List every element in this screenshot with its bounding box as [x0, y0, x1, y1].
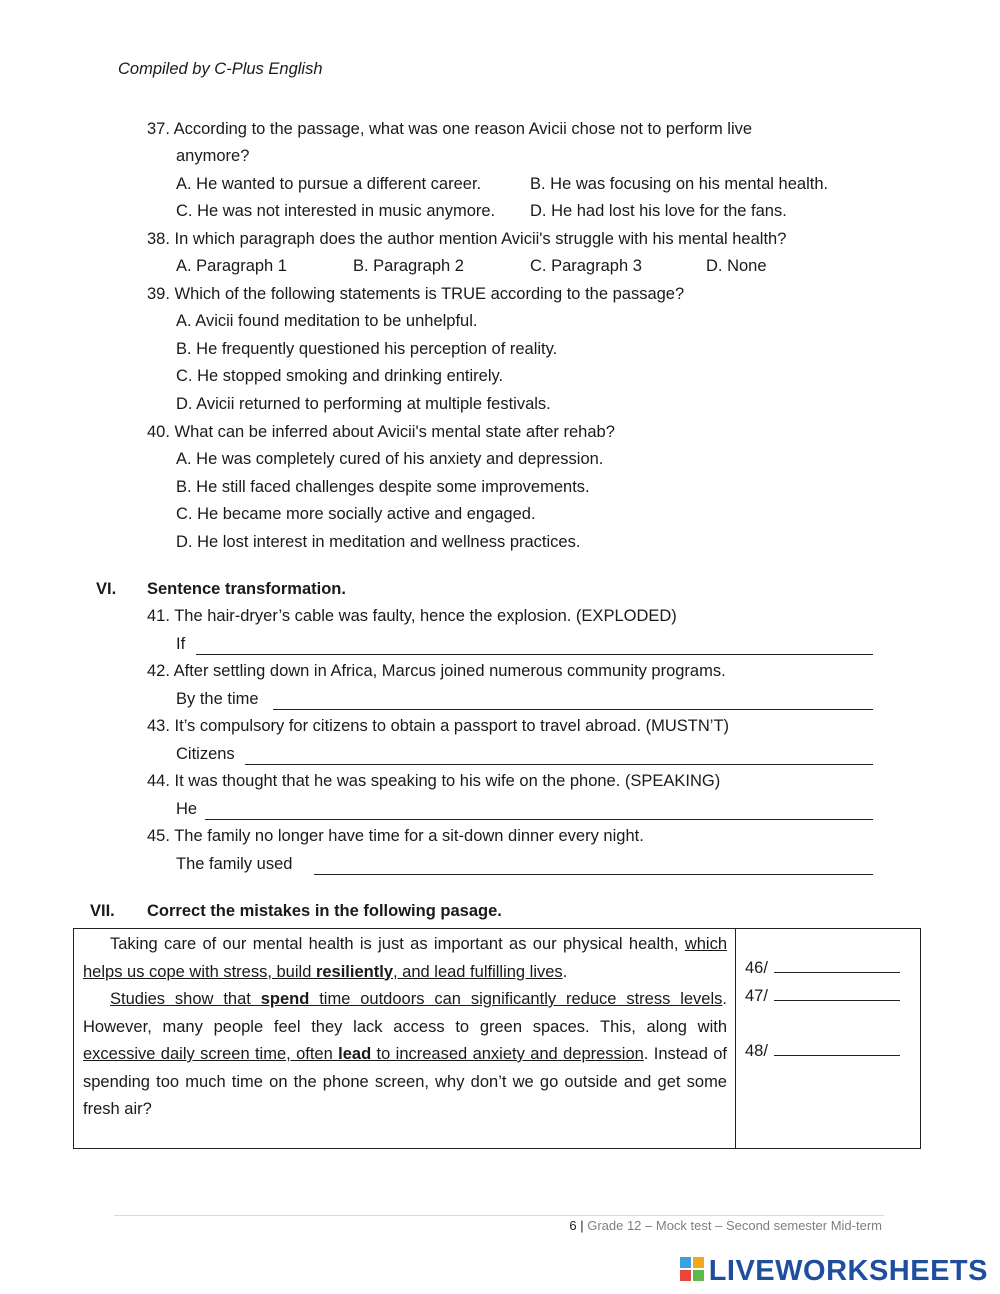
passage-text-segment: time outdoors can significantly reduce stress levels [309, 990, 723, 1008]
question-38: 38. In which paragraph does the author mention Avicii's struggle with his mental health? [147, 230, 787, 248]
answer-line-43[interactable] [245, 764, 873, 765]
prompt-44: He [176, 800, 198, 818]
answer-line-42[interactable] [273, 709, 873, 710]
answer-46[interactable] [745, 958, 900, 978]
option-40d[interactable]: D. He lost interest in meditation and wellness practices. [176, 533, 581, 551]
answer-line-41[interactable] [196, 654, 873, 655]
prompt-41: If [176, 635, 186, 653]
error-word-47: spend [260, 990, 310, 1008]
option-38c[interactable]: C. Paragraph 3 [530, 257, 642, 275]
question-41: 41. The hair-dryer’s cable was faulty, hence the explosion. (EXPLODED) [147, 607, 677, 625]
question-43: 43. It’s compulsory for citizens to obtain a passport to travel abroad. (MUSTN’T) [147, 717, 730, 735]
answer-line-45[interactable] [314, 874, 873, 875]
answer-label-48: 48/ [745, 1042, 768, 1060]
option-38a[interactable]: A. Paragraph 1 [176, 257, 287, 275]
passage-text [74, 929, 735, 1124]
option-39b[interactable]: B. He frequently questioned his perception of reality. [176, 340, 558, 358]
question-37: 37. According to the passage, what was one reason Avicii chose not to perform live [147, 120, 753, 138]
option-37d[interactable]: D. He had lost his love for the fans. [530, 202, 787, 220]
logo-icon [680, 1257, 706, 1283]
option-39c[interactable]: C. He stopped smoking and drinking entirely. [176, 367, 504, 385]
answer-line-48[interactable] [774, 1041, 900, 1056]
section-7-title: Correct the mistakes in the following pasage. [147, 902, 502, 920]
passage-text-segment: . [562, 962, 568, 981]
option-40c[interactable]: C. He became more socially active and engaged. [176, 505, 536, 523]
passage-cell [74, 929, 736, 1149]
prompt-45: The family used [176, 855, 293, 873]
page-header: Compiled by C-Plus English [118, 60, 323, 78]
option-37a[interactable]: A. He wanted to pursue a different career. [176, 175, 482, 193]
answer-label-46: 46/ [745, 959, 768, 977]
section-7-number: VII. [90, 902, 115, 920]
question-45: 45. The family no longer have time for a sit-down dinner every night. [147, 827, 644, 845]
section-6-title: Sentence transformation. [147, 580, 346, 598]
footer-text: Grade 12 – Mock test – Second semester Mid-term [587, 1218, 882, 1233]
prompt-42: By the time [176, 690, 259, 708]
question-40: 40. What can be inferred about Avicii's mental state after rehab? [147, 423, 615, 441]
passage-text-segment: . However, many people feel they lack access to green spaces. This, along with [83, 990, 727, 1036]
logo-text: LIVEWORKSHEETS [708, 1255, 988, 1287]
answer-line-46[interactable] [774, 958, 900, 973]
question-39: 39. Which of the following statements is TRUE according to the passage? [147, 285, 685, 303]
option-40b[interactable]: B. He still faced challenges despite some improvements. [176, 478, 590, 496]
option-38b[interactable]: B. Paragraph 2 [353, 257, 464, 275]
answer-47[interactable] [745, 986, 900, 1006]
passage-text-segment: excessive daily screen time, often [83, 1045, 339, 1063]
footer-divider [114, 1215, 884, 1216]
passage-text-segment: which helps us cope with stress, build [83, 935, 727, 981]
passage-text-segment: . Instead of spending too much time on the phone screen, why don’t we go outside and get some fresh air? [83, 1045, 727, 1118]
error-segment-47 [110, 990, 722, 1008]
section-6-number: VI. [96, 580, 117, 598]
prompt-43: Citizens [176, 745, 235, 763]
question-44: 44. It was thought that he was speaking to his wife on the phone. (SPEAKING) [147, 772, 721, 790]
passage-paragraph-2 [83, 986, 727, 1124]
option-37c[interactable]: C. He was not interested in music anymore. [176, 202, 496, 220]
passage-text-segment: to increased anxiety and depression [371, 1045, 644, 1063]
question-42: 42. After settling down in Africa, Marcus joined numerous community programs. [147, 662, 726, 680]
page-footer [569, 1218, 882, 1233]
option-38d[interactable]: D. None [706, 257, 767, 275]
passage-text-segment: Taking care of our mental health is just as important as our physical health, [110, 935, 685, 953]
liveworksheets-logo[interactable] [680, 1255, 988, 1288]
error-word-46: resiliently [315, 962, 393, 981]
option-37b[interactable]: B. He was focusing on his mental health. [530, 175, 829, 193]
error-word-48: lead [338, 1045, 372, 1063]
page-number: 6 [569, 1218, 577, 1233]
answer-48[interactable] [745, 1041, 900, 1061]
passage-text-segment: Studies show that [110, 990, 261, 1008]
option-40a[interactable]: A. He was completely cured of his anxiety and depression. [176, 450, 604, 468]
error-segment-48 [83, 1045, 644, 1063]
answer-line-44[interactable] [205, 819, 873, 820]
question-37-cont: anymore? [176, 147, 250, 165]
passage-text-segment: , and lead fulfilling lives [393, 962, 563, 981]
option-39d[interactable]: D. Avicii returned to performing at multiple festivals. [176, 395, 551, 413]
answer-label-47: 47/ [745, 987, 768, 1005]
footer-separator: | [580, 1218, 584, 1233]
passage-paragraph-1 [83, 931, 727, 986]
option-39a[interactable]: A. Avicii found meditation to be unhelpful. [176, 312, 478, 330]
answer-line-47[interactable] [774, 986, 900, 1001]
